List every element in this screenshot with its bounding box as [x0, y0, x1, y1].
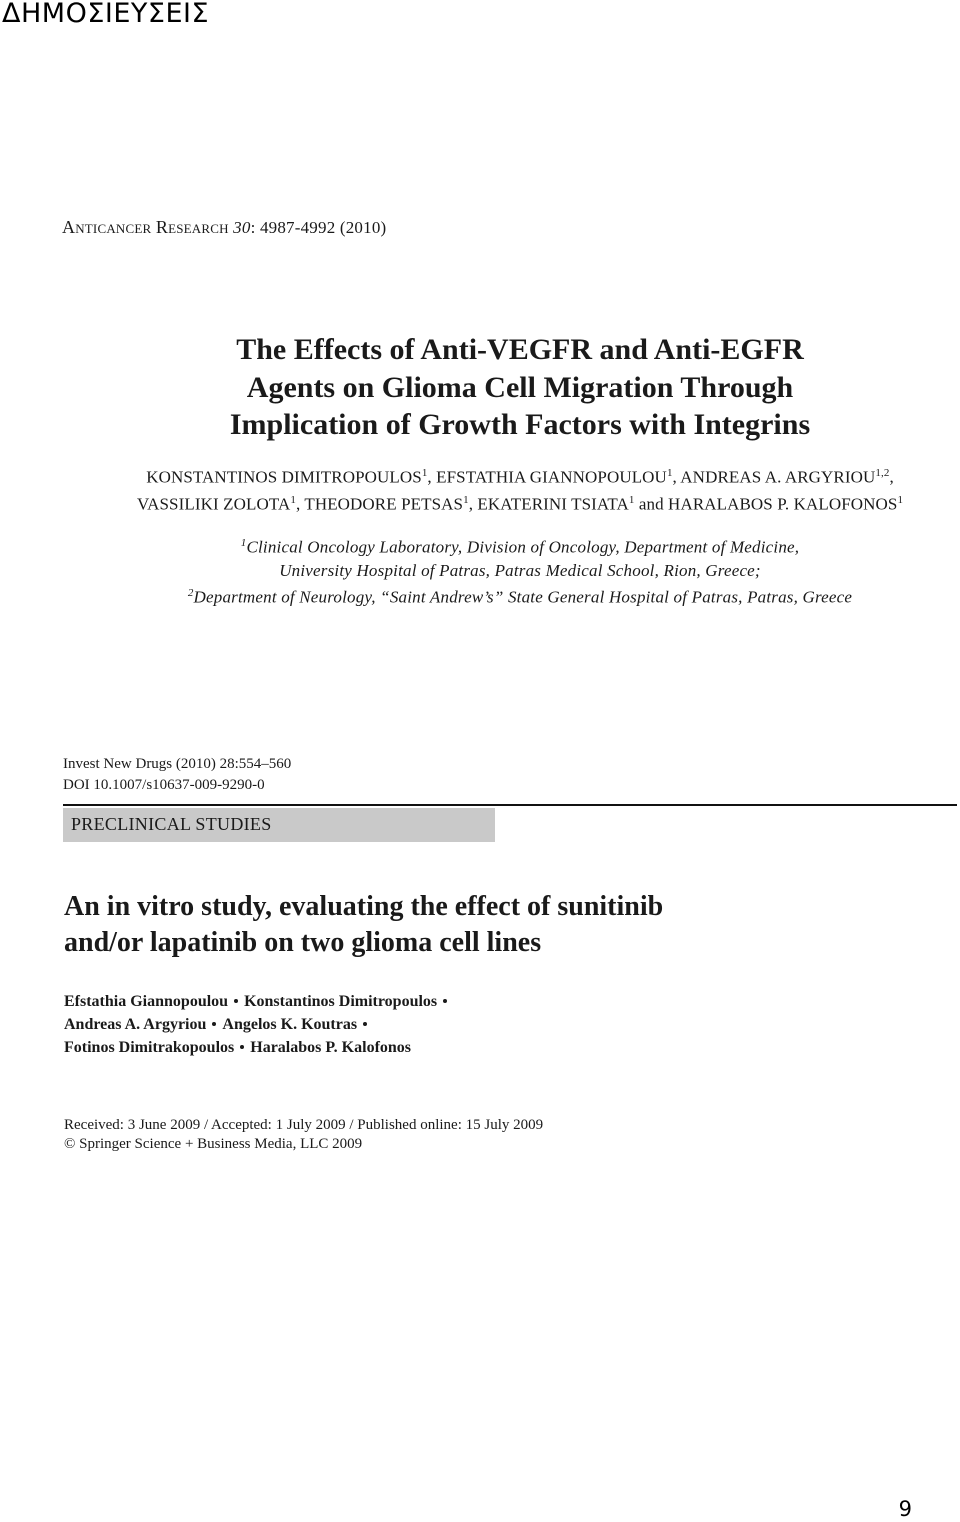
author-name: Angelos K. Koutras: [222, 1016, 358, 1033]
author-name: , ANDREAS A. ARGYRIOU: [672, 467, 876, 487]
dates-line: Received: 3 June 2009 / Accepted: 1 July 2009 / Published online: 15 July 2009: [64, 1117, 544, 1133]
affiliation-marker: 1: [666, 467, 673, 479]
affiliation-marker: 1: [421, 467, 428, 479]
author-list: [0, 462, 960, 515]
title-line: Implication of Growth Factors with Integrins: [229, 408, 811, 441]
affiliation-marker: 1: [290, 493, 296, 506]
bullet-separator: [443, 999, 447, 1003]
author-name: Konstantinos Dimitropoulos: [244, 993, 438, 1010]
author-list-2: [64, 990, 453, 1059]
bullet-separator: [212, 1022, 216, 1026]
author-name: Efstathia Giannopoulou: [64, 993, 229, 1010]
affiliation-marker: 1: [463, 493, 469, 506]
author-line: [64, 990, 453, 1013]
affiliation-line: [0, 582, 960, 609]
author-name: KONSTANTINOS DIMITROPOULOS: [146, 467, 422, 487]
bullet-separator: [234, 999, 238, 1003]
title-line: and/or lapatinib on two glioma cell lines: [64, 927, 542, 958]
author-name: VASSILIKI ZOLOTA: [136, 494, 291, 514]
affiliations: [0, 532, 960, 608]
affiliation-marker: 1,2: [875, 467, 890, 479]
journal-word-research: ESEARCH: [168, 221, 229, 236]
bullet-separator: [240, 1045, 244, 1049]
affiliation-line: University Hospital of Patras, Patras Medical School, Rion, Greece;: [279, 560, 761, 580]
divider: [63, 804, 957, 806]
publication-dates: [64, 1116, 543, 1154]
journal-initial-r: R: [155, 217, 169, 237]
affiliation-marker: 1: [240, 537, 247, 549]
affiliation-marker: 2: [187, 586, 194, 599]
author-name: Andreas A. Argyriou: [64, 1016, 207, 1033]
title-line: The Effects of Anti-VEGFR and Anti-EGFR: [236, 333, 804, 366]
title-line: Agents on Glioma Cell Migration Through: [246, 370, 794, 404]
author-name: , EKATERINI TSIATA: [468, 494, 629, 514]
doi: DOI 10.1007/s10637-009-9290-0: [63, 777, 265, 793]
affiliation-marker: 1: [897, 493, 904, 506]
author-line: [0, 489, 960, 516]
author-line: [64, 1036, 453, 1059]
journal-volume: 30: [233, 218, 251, 237]
journal-initial-a: A: [62, 217, 76, 237]
affiliation-text: Clinical Oncology Laboratory, Division of Oncology, Department of Medicine,: [246, 537, 800, 557]
copyright-line: © Springer Science + Business Media, LLC 2009: [64, 1136, 363, 1152]
journal-citation-2: Invest New Drugs (2010) 28:554–560: [63, 756, 292, 772]
page-number: 9: [898, 1497, 912, 1521]
journal-pages-year: : 4987-4992 (2010): [250, 218, 387, 237]
journal-word-anticancer: NTICANCER: [75, 221, 152, 236]
paper-title: [0, 331, 960, 444]
paper-title-2: [64, 889, 663, 961]
author-separator: ,: [889, 467, 894, 487]
journal-citation: [62, 217, 386, 238]
page-heading: ΔΗΜΟΣΙΕΥΣΕΙΣ: [2, 0, 210, 29]
affiliation-line: [0, 532, 960, 559]
author-name: Haralabos P. Kalofonos: [250, 1039, 412, 1056]
author-name: and HARALABOS P. KALOFONOS: [634, 494, 898, 514]
author-name: , EFSTATHIA GIANNOPOULOU: [427, 467, 667, 487]
title-line: An in vitro study, evaluating the effect of sunitinib: [64, 891, 664, 922]
author-name: Fotinos Dimitrakopoulos: [64, 1039, 235, 1056]
author-line: [0, 462, 960, 489]
affiliation-marker: 1: [628, 493, 635, 506]
bullet-separator: [363, 1022, 367, 1026]
author-line: [64, 1013, 453, 1036]
section-label: PRECLINICAL STUDIES: [71, 814, 272, 834]
affiliation-text: Department of Neurology, “Saint Andrew’s” State General Hospital of Patras, Patras, Greece: [193, 587, 853, 607]
author-name: , THEODORE PETSAS: [295, 494, 464, 514]
section-banner: [63, 808, 495, 842]
